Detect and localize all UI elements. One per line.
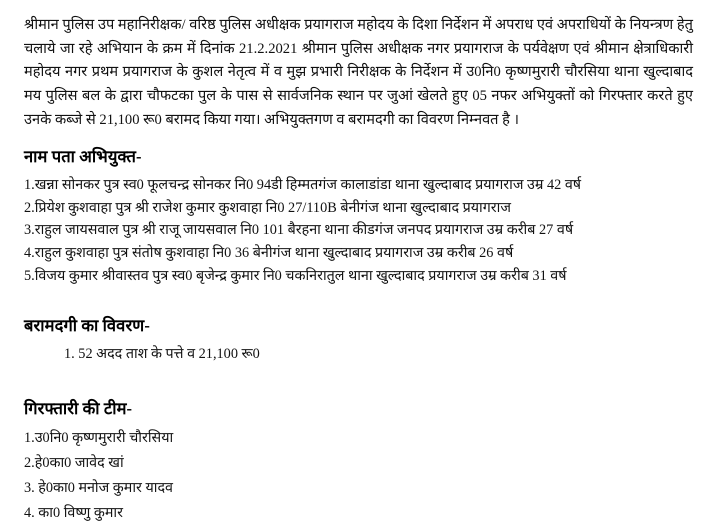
list-item: 3.राहुल जायसवाल पुत्र श्री राजू जायसवाल नि0 101 बैरहना थाना कीडगंज जनपद प्रयागराज उम्र करीब 27 वर्ष xyxy=(24,222,574,239)
section-recovery xyxy=(24,313,693,366)
accused-list xyxy=(24,174,693,287)
section-accused xyxy=(24,144,693,287)
section-heading-arrest-team: गिरफ्तारी की टीम- xyxy=(24,398,133,418)
spacer xyxy=(24,370,693,396)
spacer xyxy=(24,291,693,313)
section-arrest-team xyxy=(24,396,693,526)
list-item: 1. 52 अदद ताश के पत्ते व 21,100 रू0 xyxy=(64,346,260,363)
list-item: 1.खन्ना सोनकर पुत्र स्व0 फूलचन्द्र सोनकर नि0 94डी हिम्मतगंज कालाडांडा थाना खुल्दाबाद प्रयागराज उम्र 42 वर्ष xyxy=(24,177,582,194)
list-item: 2.प्रियेश कुशवाहा पुत्र श्री राजेश कुमार कुशवाहा नि0 27/110B बेनीगंज थाना खुल्दाबाद प्रयागराज xyxy=(24,199,511,216)
intro-paragraph: श्रीमान पुलिस उप महानिरीक्षक/ वरिष्ठ पुलिस अधीक्षक प्रयागराज महोदय के दिशा निर्देशन में अपराध एवं अपराधियों के नियन्त्रण हेतु चलाये जा रहे अभियान के क्रम में दिनांक 21.2.2021 श्रीमान पुलिस अधीक्षक नगर प्रयागराज के पर्यवेक्षण एवं श्रीमान क्षेत्राधिकारी महोदय नगर प्रथम प्रयागराज के कुशल नेतृत्व में व मुझ प्रभारी निरीक्षक के निर्देशन में उ0नि0 कृष्णमुरारी चौरसिया थाना खुल्दाबाद मय पुलिस बल के द्वारा चौफटका पुल के पास से सार्वजनिक स्थान पर जुआं खेलते हुए 05 नफर अभियुक्तों को गिरफ्तार करते हुए उनके कब्जे से 21,100 रू0 बरामद किया गया। अभियुक्तगण व बरामदगी का विवरण निम्नवत है । xyxy=(24,17,693,128)
section-heading-recovery: बरामदगी का विवरण- xyxy=(24,316,150,336)
list-item: 4. का0 विष्णु कुमार xyxy=(24,505,123,522)
list-item: 1.उ0नि0 कृष्णमुरारी चौरसिया xyxy=(24,429,174,446)
list-item: 4.राहुल कुशवाहा पुत्र संतोष कुशवाहा नि0 36 बेनीगंज थाना खुल्दाबाद प्रयागराज उम्र करीब 26 वर्ष xyxy=(24,244,514,261)
list-item: 5.विजय कुमार श्रीवास्तव पुत्र स्व0 बृजेन्द्र कुमार नि0 चकनिरातुल थाना खुल्दाबाद प्रयागराज उम्र करीब 31 वर्ष xyxy=(24,267,567,284)
arrest-team-list xyxy=(24,426,693,526)
list-item: 3. हे0का0 मनोज कुमार यादव xyxy=(24,480,174,496)
recovery-list xyxy=(24,343,693,366)
section-heading-accused: नाम पता अभियुक्त- xyxy=(24,147,142,167)
list-item: 2.हे0का0 जावेद खां xyxy=(24,454,124,471)
